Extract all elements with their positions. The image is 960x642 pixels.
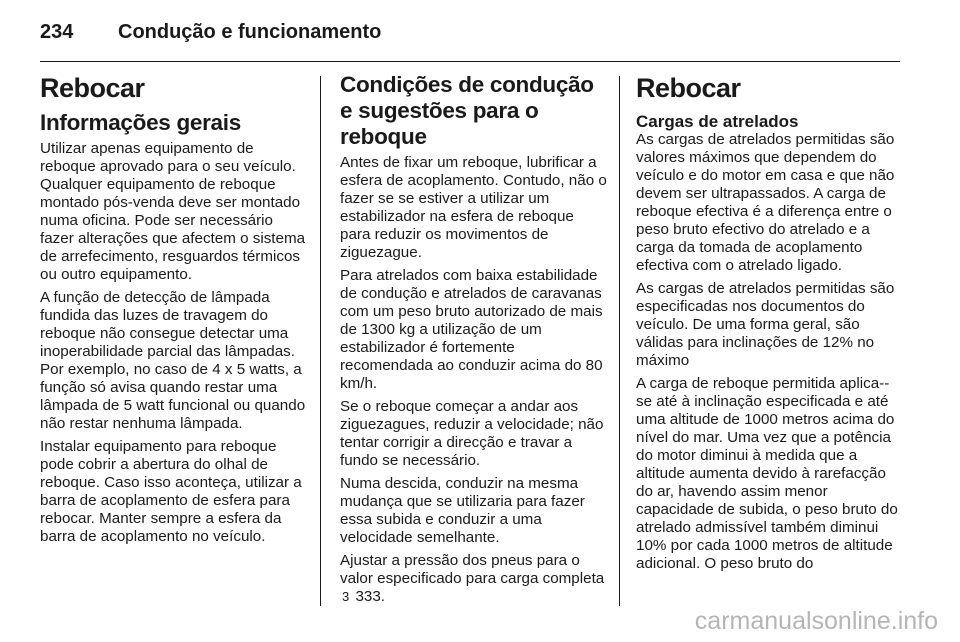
paragraph: Antes de fixar um reboque, lubrificar a esfera de acoplamento. Contudo, não o fazer se se estiver a utilizar um estabilizador na esfera de reboque para reduzir os movimentos de ziguezague. (340, 154, 607, 261)
page-reference-link[interactable]: 333. (355, 588, 386, 605)
page-header (40, 14, 900, 50)
paragraph: A função de detecção de lâmpada fundida das luzes de travagem do reboque não consegue detectar uma inoperabilidade parcial das lâmpadas. Por exemplo, no caso de 4 x 5 watts, a função só avisa quando restar uma lâmpada de 5 watt funcional ou quando não restar nenhuma lâmpada. (40, 289, 306, 432)
paragraph: Se o reboque começar a andar aos ziguezagues, reduzir a velocidade; não tentar corrigir a direcção e travar a fundo se necessário. (340, 398, 604, 469)
column-divider (619, 76, 620, 606)
column-3 (636, 72, 904, 578)
paragraph: As cargas de atrelados permitidas são valores máximos que dependem do veículo e do motor em casa e que não devem ser ultrapassados. A carga de reboque efectiva é a diferença entre o peso bruto efectivo do atrelado e a carga da tomada de acoplamento efectiva com o atrelado ligado. (636, 131, 895, 274)
paragraph-text: Ajustar a pressão dos pneus para o valor especificado para carga completa (340, 552, 605, 587)
paragraph-tyre-pressure (340, 552, 608, 606)
heading-towing-2: Rebocar (636, 73, 741, 103)
column-divider (320, 76, 321, 606)
header-rule (40, 61, 900, 62)
subheading-general-info: Informações gerais (40, 110, 241, 135)
column-2 (340, 72, 608, 611)
section-title: Condução e funcionamento (118, 20, 382, 43)
paragraph: Instalar equipamento para reboque pode cobrir a abertura do olhal de reboque. Caso isso aconteça, utilizar a barra de acoplamento de esfera para rebocar. Manter sempre a esfera da barra de acoplamento no veículo. (40, 438, 302, 545)
paragraph: A carga de reboque permitida aplica--se até à inclinação especificada e até uma altitude de 1000 metros acima do nível do mar. Uma vez que a potência do motor diminui à medida que a altitude aumenta devido à rarefacção do ar, havendo assim menor capacidade de subida, o peso bruto do atrelado admissível também diminui 10% por cada 1000 metros de altitude adicional. O peso bruto do (636, 375, 898, 572)
paragraph: Utilizar apenas equipamento de reboque aprovado para o seu veículo. Qualquer equipamento de reboque montado pós-venda deve ser montado numa oficina. Pode ser necessário fazer alterações que afectem o sistema de arrefecimento, resguardos térmicos ou outro equipamento. (40, 140, 306, 283)
watermark: carmanualsonline.info (694, 607, 938, 635)
heading-driving-conditions: Condições de condução e sugestões para o reboque (340, 72, 594, 149)
page-reference-icon: 3 (342, 589, 350, 604)
paragraph: Numa descida, conduzir na mesma mudança que se utilizaria para fazer essa subida e conduzir a uma velocidade semelhante. (340, 475, 585, 546)
paragraph: Para atrelados com baixa estabilidade de condução e atrelados de caravanas com um peso bruto autorizado de mais de 1300 kg a utilização de um estabilizador é fortemente recomendada ao conduzir acima do 80 km/h. (340, 267, 603, 392)
page-number: 234 (40, 20, 74, 43)
paragraph: As cargas de atrelados permitidas são especificadas nos documentos do veículo. De uma forma geral, são válidas para inclinações de 12% no máximo (636, 280, 895, 369)
column-1 (40, 72, 308, 551)
subheading-trailer-loads: Cargas de atrelados (636, 112, 799, 131)
heading-towing: Rebocar (40, 73, 145, 103)
